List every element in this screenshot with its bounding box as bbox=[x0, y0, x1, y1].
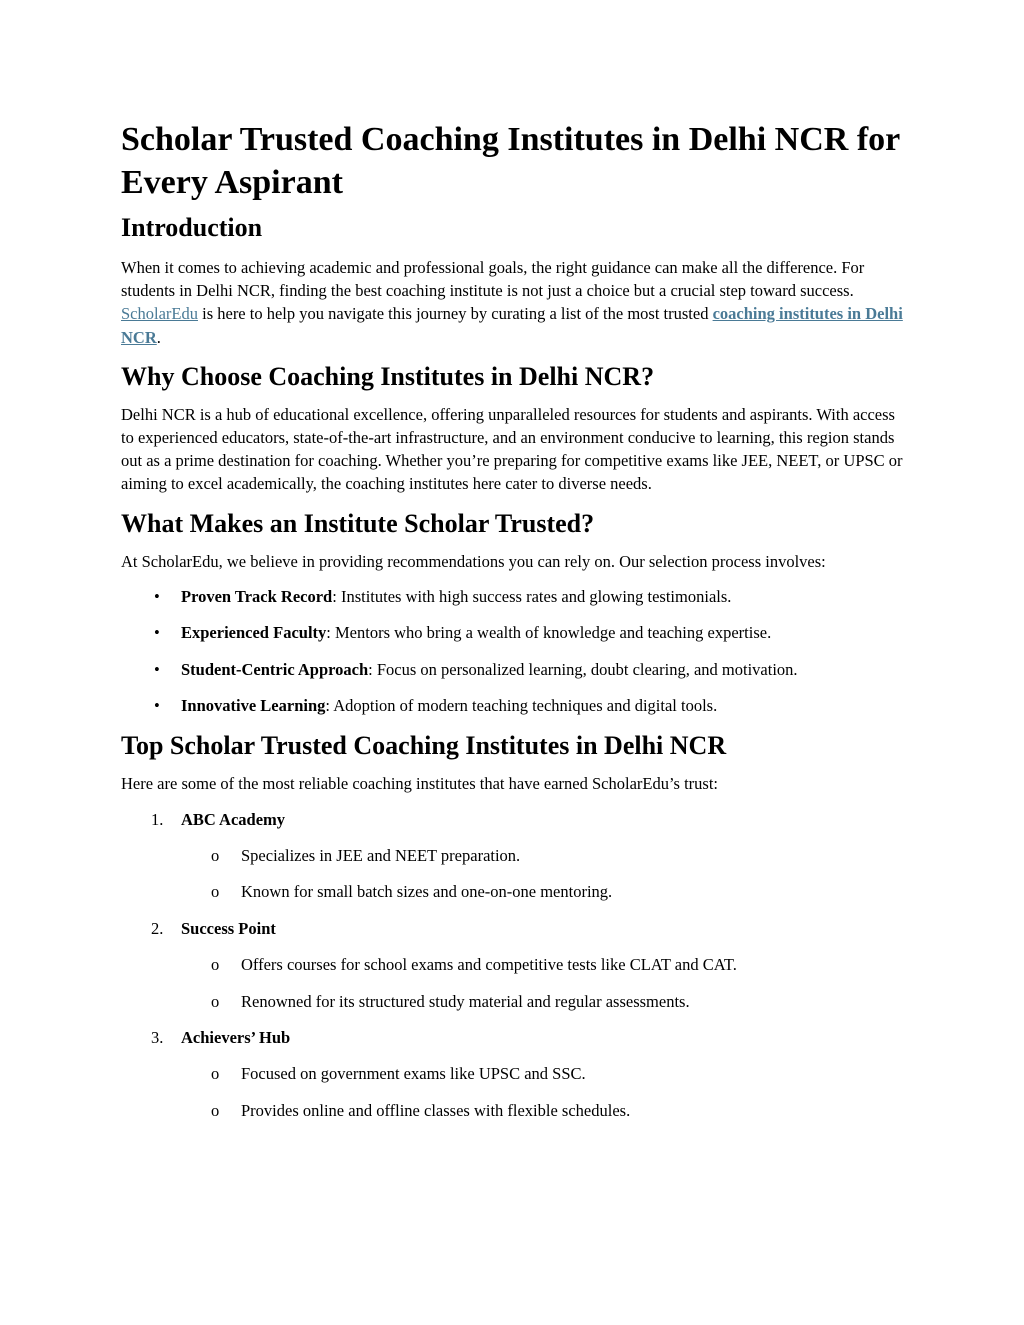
institute-point: Known for small batch sizes and one-on-one mentoring. bbox=[241, 882, 613, 902]
intro-text-part-3: . bbox=[156, 327, 161, 347]
criteria-description: : Mentors who bring a wealth of knowledge and teaching expertise. bbox=[326, 623, 772, 643]
list-item bbox=[121, 1099, 911, 1122]
list-item bbox=[121, 658, 911, 681]
criteria-description: : Adoption of modern teaching techniques and digital tools. bbox=[325, 696, 718, 715]
institute-name-row bbox=[121, 1026, 911, 1049]
institute-points bbox=[121, 1062, 911, 1121]
institute-name: ABC Academy bbox=[181, 809, 286, 829]
institute-point: Focused on government exams like UPSC and SSC. bbox=[241, 1064, 586, 1084]
bullet-icon: • bbox=[154, 659, 160, 679]
list-item bbox=[121, 880, 911, 903]
list-item bbox=[121, 1062, 911, 1085]
bullet-icon: • bbox=[154, 696, 160, 715]
institute-name: Success Point bbox=[181, 918, 276, 938]
what-makes-trusted-paragraph: At ScholarEdu, we believe in providing recommendations you can rely on. Our selection process involves: bbox=[121, 551, 826, 571]
section-top-institutes bbox=[121, 730, 911, 1121]
circle-bullet-icon: o bbox=[211, 991, 220, 1011]
list-item bbox=[121, 844, 911, 867]
criteria-description: : Institutes with high success rates and glowing testimonials. bbox=[332, 586, 732, 606]
criteria-term: Proven Track Record bbox=[181, 586, 333, 606]
list-item bbox=[121, 621, 911, 644]
criteria-term: Experienced Faculty bbox=[181, 623, 327, 643]
section-heading-top-institutes: Top Scholar Trusted Coaching Institutes in Delhi NCR bbox=[121, 731, 727, 761]
section-heading-why-choose: Why Choose Coaching Institutes in Delhi NCR? bbox=[121, 361, 655, 391]
circle-bullet-icon: o bbox=[211, 1100, 220, 1120]
list-item bbox=[121, 990, 911, 1013]
document-page bbox=[121, 118, 911, 1135]
criteria-description: : Focus on personalized learning, doubt clearing, and motivation. bbox=[368, 659, 798, 679]
institute-name-row bbox=[121, 808, 911, 831]
top-institutes-paragraph: Here are some of the most reliable coaching institutes that have earned ScholarEdu’s trust: bbox=[121, 774, 719, 794]
criteria-list bbox=[121, 585, 911, 717]
circle-bullet-icon: o bbox=[211, 1064, 220, 1084]
coaching-institutes-link[interactable]: coaching institutes in Delhi NCR bbox=[121, 304, 903, 347]
intro-text-part-1: When it comes to achieving academic and professional goals, the right guidance can make all the difference. For students in Delhi NCR, finding the best coaching institute is not just a choice but a crucial step toward success. bbox=[121, 258, 865, 301]
institute-points bbox=[121, 953, 911, 1012]
institute-number: 3. bbox=[151, 1027, 164, 1047]
institute-number: 1. bbox=[151, 809, 164, 829]
section-what-makes-trusted bbox=[121, 508, 911, 717]
institute-point: Provides online and offline classes with flexible schedules. bbox=[241, 1100, 631, 1120]
institute-point: Offers courses for school exams and competitive tests like CLAT and CAT. bbox=[241, 955, 737, 975]
institutes-list bbox=[121, 808, 911, 1122]
bullet-icon: • bbox=[154, 586, 160, 606]
list-item bbox=[121, 694, 911, 717]
criteria-term: Innovative Learning bbox=[181, 696, 326, 715]
institute-name-row bbox=[121, 917, 911, 940]
institute-point: Specializes in JEE and NEET preparation. bbox=[241, 845, 521, 865]
criteria-term: Student-Centric Approach bbox=[181, 659, 369, 679]
institute-item bbox=[121, 917, 911, 1013]
list-item bbox=[121, 953, 911, 976]
circle-bullet-icon: o bbox=[211, 845, 220, 865]
page-title: Scholar Trusted Coaching Institutes in Delhi NCR for Every Aspirant bbox=[121, 121, 900, 201]
circle-bullet-icon: o bbox=[211, 882, 220, 902]
section-introduction bbox=[121, 212, 911, 349]
list-item bbox=[121, 585, 911, 608]
intro-paragraph bbox=[121, 256, 911, 349]
institute-point: Renowned for its structured study material and regular assessments. bbox=[241, 991, 690, 1011]
institute-number: 2. bbox=[151, 918, 164, 938]
intro-text-part-2: is here to help you navigate this journey by curating a list of the most trusted bbox=[197, 304, 713, 324]
institute-item bbox=[121, 808, 911, 904]
why-choose-paragraph: Delhi NCR is a hub of educational excellence, offering unparalleled resources for students and aspirants. With access to experienced educators, state-of-the-art infrastructure, and an environment conducive to learning, this region stands out as a prime destination for coaching. Whether you’re preparing for competitive exams like JEE, NEET, or UPSC or aiming to excel academically, the coaching institutes here cater to diverse needs. bbox=[121, 404, 903, 494]
institute-name: Achievers’ Hub bbox=[181, 1027, 291, 1047]
circle-bullet-icon: o bbox=[211, 955, 220, 975]
section-why-choose bbox=[121, 361, 911, 496]
section-heading-what-makes-trusted: What Makes an Institute Scholar Trusted? bbox=[121, 508, 595, 538]
bullet-icon: • bbox=[154, 623, 160, 643]
institute-item bbox=[121, 1026, 911, 1122]
scholaredu-link[interactable]: ScholarEdu bbox=[121, 304, 198, 324]
institute-points bbox=[121, 844, 911, 903]
section-heading-introduction: Introduction bbox=[121, 213, 263, 242]
